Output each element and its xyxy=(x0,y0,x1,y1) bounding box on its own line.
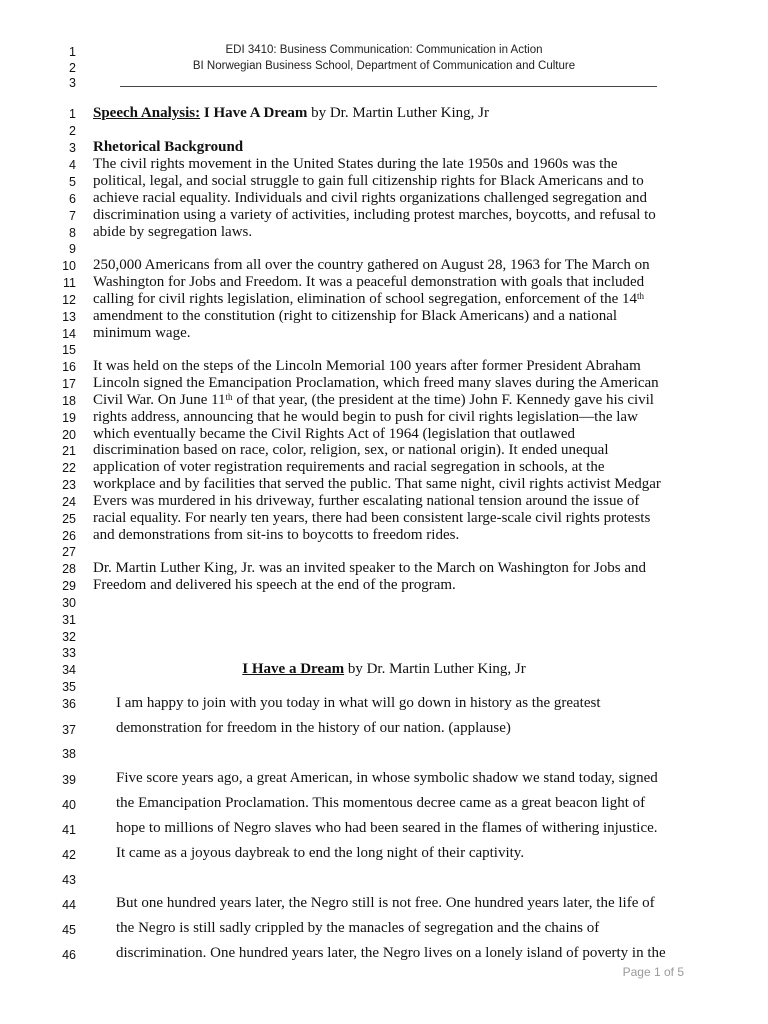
line-number: 22 xyxy=(62,461,76,475)
section-heading: Rhetorical Background xyxy=(93,139,244,155)
paragraph-line: abide by segregation laws. xyxy=(93,224,253,240)
line-number: 34 xyxy=(62,663,76,677)
line-number: 36 xyxy=(62,697,76,711)
header-line-number: 3 xyxy=(69,76,76,90)
speech-line: demonstration for freedom in the history of our nation. (applause) xyxy=(116,720,511,736)
superscript: th xyxy=(637,291,645,301)
line-number: 2 xyxy=(69,124,76,138)
speech-title-rest: by Dr. Martin Luther King, Jr xyxy=(344,661,526,677)
line-number: 4 xyxy=(69,158,76,172)
header-divider xyxy=(120,86,657,87)
header-line-number: 1 xyxy=(69,45,76,59)
paragraph-line: It was held on the steps of the Lincoln Memorial 100 years after former President Abraham xyxy=(93,358,641,374)
paragraph-text: calling for civil rights legislation, elimination of school segregation, enforcement of the 14 xyxy=(93,291,638,307)
doc-title-underlined: Speech Analysis: xyxy=(93,105,201,121)
speech-line: It came as a joyous daybreak to end the long night of their captivity. xyxy=(116,845,525,861)
paragraph-line: Dr. Martin Luther King, Jr. was an invited speaker to the March on Washington for Jobs and xyxy=(93,560,646,576)
speech-line: the Negro is still sadly crippled by the manacles of segregation and the chains of xyxy=(116,920,600,936)
paragraph-line: Lincoln signed the Emancipation Proclamation, which freed many slaves during the American xyxy=(93,375,659,391)
line-number: 3 xyxy=(69,141,76,155)
superscript: th xyxy=(225,392,233,402)
speech-line: But one hundred years later, the Negro still is not free. One hundred years later, the life of xyxy=(116,895,655,911)
header-school: BI Norwegian Business School, Department of Communication and Culture xyxy=(192,60,576,72)
line-number: 25 xyxy=(62,512,76,526)
line-number: 20 xyxy=(62,428,76,442)
paragraph-line: discrimination using a variety of activities, including protest marches, boycotts, and refusal to xyxy=(93,207,656,223)
line-number: 43 xyxy=(62,873,76,887)
line-number: 44 xyxy=(62,898,76,912)
paragraph-line: application of voter registration requirements and racial segregation in schools, at the xyxy=(93,459,605,475)
doc-title xyxy=(93,105,489,122)
line-number: 7 xyxy=(69,209,76,223)
paragraph-text: of that year, (the president at the time) John F. Kennedy gave his civil xyxy=(232,392,654,408)
line-number: 16 xyxy=(62,360,76,374)
speech-line: hope to millions of Negro slaves who had been seared in the flames of withering injustice. xyxy=(116,820,658,836)
line-number: 5 xyxy=(69,175,76,189)
line-number: 12 xyxy=(62,293,76,307)
line-number: 21 xyxy=(62,444,76,458)
speech-title xyxy=(0,661,768,678)
line-number: 17 xyxy=(62,377,76,391)
paragraph-line: 250,000 Americans from all over the country gathered on August 28, 1963 for The March on xyxy=(93,257,650,273)
line-number: 41 xyxy=(62,823,76,837)
speech-line: discrimination. One hundred years later, the Negro lives on a lonely island of poverty in the xyxy=(116,945,666,961)
line-number: 13 xyxy=(62,310,76,324)
header-course-title: EDI 3410: Business Communication: Communication in Action xyxy=(225,44,543,56)
paragraph-line: The civil rights movement in the United States during the late 1950s and 1960s was the xyxy=(93,156,618,172)
line-number: 18 xyxy=(62,394,76,408)
line-number: 31 xyxy=(62,613,76,627)
page-number: Page 1 of 5 xyxy=(622,965,684,979)
line-number: 9 xyxy=(69,242,76,256)
line-number: 1 xyxy=(69,107,76,121)
speech-line: the Emancipation Proclamation. This momentous decree came as a great beacon light of xyxy=(116,795,646,811)
header-line-number: 2 xyxy=(69,61,76,75)
line-number: 38 xyxy=(62,747,76,761)
line-number: 35 xyxy=(62,680,76,694)
line-number: 14 xyxy=(62,327,76,341)
line-number: 26 xyxy=(62,529,76,543)
paragraph-line: Freedom and delivered his speech at the end of the program. xyxy=(93,577,456,593)
line-number: 23 xyxy=(62,478,76,492)
paragraph-line xyxy=(93,392,654,409)
paragraph-line: Washington for Jobs and Freedom. It was a peaceful demonstration with goals that included xyxy=(93,274,645,290)
line-number: 8 xyxy=(69,226,76,240)
paragraph-line: political, legal, and social struggle to gain full citizenship rights for Black Americans and to xyxy=(93,173,644,189)
paragraph-line: and demonstrations from sit-ins to boycotts to freedom rides. xyxy=(93,527,460,543)
line-number: 6 xyxy=(69,192,76,206)
line-number: 27 xyxy=(62,545,76,559)
paragraph-line: discrimination based on race, color, religion, sex, or national origin). It ended unequal xyxy=(93,442,609,458)
line-number: 24 xyxy=(62,495,76,509)
line-number: 28 xyxy=(62,562,76,576)
line-number: 37 xyxy=(62,723,76,737)
speech-line: Five score years ago, a great American, in whose symbolic shadow we stand today, signed xyxy=(116,770,658,786)
paragraph-line: amendment to the constitution (right to citizenship for Black Americans) and a national xyxy=(93,308,618,324)
line-number: 32 xyxy=(62,630,76,644)
paragraph-line: workplace and by facilities that served the public. That same night, civil rights activist Medgar xyxy=(93,476,661,492)
line-number: 33 xyxy=(62,646,76,660)
line-number: 42 xyxy=(62,848,76,862)
speech-title-bold: I Have a Dream xyxy=(242,661,345,677)
line-number: 30 xyxy=(62,596,76,610)
doc-title-rest: by Dr. Martin Luther King, Jr xyxy=(307,105,489,121)
line-number: 39 xyxy=(62,773,76,787)
line-number: 11 xyxy=(63,276,76,290)
line-number: 45 xyxy=(62,923,76,937)
line-number: 15 xyxy=(62,343,76,357)
paragraph-line: achieve racial equality. Individuals and civil rights organizations challenged segregation and xyxy=(93,190,647,206)
paragraph-line: minimum wage. xyxy=(93,325,191,341)
paragraph-line: which eventually became the Civil Rights Act of 1964 (legislation that outlawed xyxy=(93,426,575,442)
paragraph-line xyxy=(93,291,644,308)
paragraph-line: Evers was murdered in his driveway, further escalating national tension around the issue of xyxy=(93,493,640,509)
paragraph-line: rights address, announcing that he would begin to push for civil rights legislation—the law xyxy=(93,409,638,425)
paragraph-text: Civil War. On June 11 xyxy=(93,392,226,408)
line-number: 29 xyxy=(62,579,76,593)
line-number: 19 xyxy=(62,411,76,425)
line-number: 46 xyxy=(62,948,76,962)
line-number: 40 xyxy=(62,798,76,812)
line-number: 10 xyxy=(62,259,76,273)
speech-line: I am happy to join with you today in what will go down in history as the greatest xyxy=(116,695,601,711)
paragraph-line: racial equality. For nearly ten years, there had been consistent large-scale civil rights protests xyxy=(93,510,651,526)
doc-title-bold: I Have A Dream xyxy=(203,105,308,121)
